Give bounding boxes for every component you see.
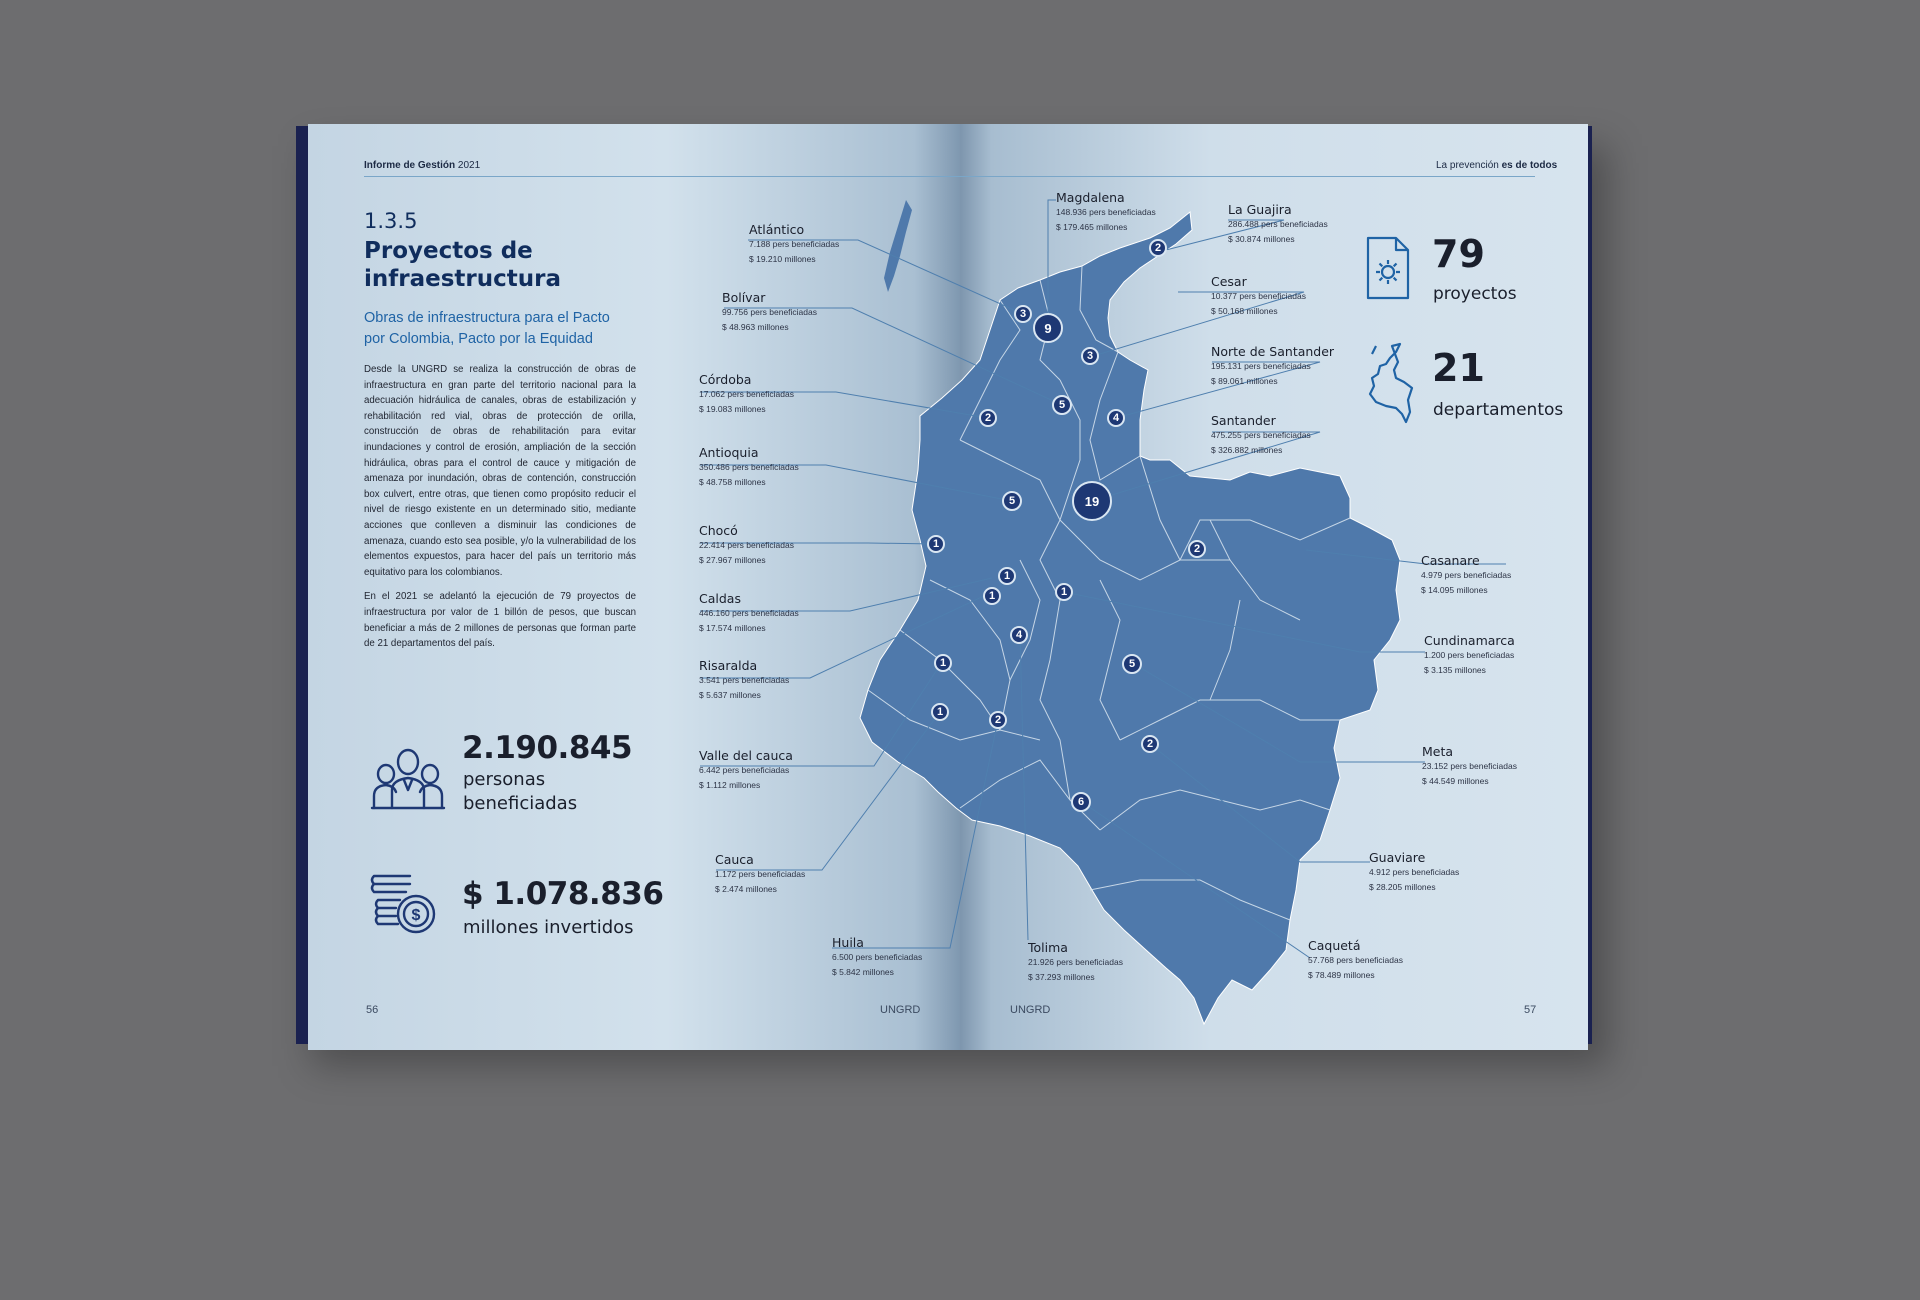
project-marker[interactable]: 5 <box>1052 395 1072 415</box>
project-marker[interactable]: 3 <box>1081 347 1099 365</box>
department-name: Caldas <box>699 591 741 606</box>
department-money: $ 27.967 millones <box>699 555 766 565</box>
department-name: Caquetá <box>1308 938 1361 953</box>
department-label-guaviare <box>1369 850 1459 895</box>
project-marker[interactable]: 2 <box>979 409 997 427</box>
project-marker[interactable]: 2 <box>1149 239 1167 257</box>
department-money: $ 19.083 millones <box>699 404 766 414</box>
department-name: La Guajira <box>1228 202 1292 217</box>
department-name: Bolívar <box>722 290 766 305</box>
department-people: 6.442 pers beneficiadas <box>699 765 790 775</box>
department-money: $ 2.474 millones <box>715 884 777 894</box>
department-name: Meta <box>1422 744 1454 759</box>
department-name: Risaralda <box>699 658 758 673</box>
department-people: 446.160 pers beneficiadas <box>699 608 799 618</box>
department-money: $ 28.205 millones <box>1369 882 1436 892</box>
report-title: Informe de Gestión <box>364 160 456 171</box>
slogan-plain: La prevención <box>1436 160 1499 171</box>
department-money: $ 37.293 millones <box>1028 972 1095 982</box>
department-label-la-guajira <box>1228 202 1328 247</box>
department-people: 4.979 pers beneficiadas <box>1421 570 1512 580</box>
people-label-1: personas <box>463 769 546 790</box>
department-name: Casanare <box>1421 553 1480 568</box>
section-number: 1.3.5 <box>364 209 418 233</box>
project-marker[interactable]: 6 <box>1071 792 1091 812</box>
project-marker[interactable]: 5 <box>1002 491 1022 511</box>
department-label-magdalena <box>1056 190 1156 235</box>
section-title: Proyectos de infraestructura <box>364 238 561 292</box>
projects-count: 79 <box>1432 232 1485 276</box>
project-marker[interactable]: 1 <box>927 535 945 553</box>
department-people: 99.756 pers beneficiadas <box>722 307 817 317</box>
department-money: $ 5.842 millones <box>832 967 894 977</box>
department-money: $ 326.882 millones <box>1211 445 1283 455</box>
department-people: 195.131 pers beneficiadas <box>1211 361 1311 371</box>
colombia-shape <box>860 212 1400 1024</box>
department-label-norte-de-santander <box>1211 344 1334 389</box>
department-label-cesar <box>1211 274 1306 319</box>
department-money: $ 50.168 millones <box>1211 306 1278 316</box>
project-marker[interactable]: 3 <box>1014 305 1032 323</box>
money-label: millones invertidos <box>463 917 634 938</box>
departments-count: 21 <box>1432 346 1485 390</box>
department-label-risaralda <box>699 658 789 703</box>
department-label-cauca <box>715 852 805 897</box>
department-name: Atlántico <box>749 222 805 237</box>
san-andres-island <box>884 200 912 292</box>
department-label-cordoba <box>699 372 794 417</box>
department-name: Guaviare <box>1369 850 1426 865</box>
page-number: 56 <box>366 1004 379 1016</box>
section-subtitle: Obras de infraestructura para el Pacto por Colombia, Pacto por la Equidad <box>364 310 610 347</box>
paragraph: En el 2021 se adelantó la ejecución de 79 proyectos de infraestructura por valor de 1 billón de pesos, que buscan beneficiar a más de 2 millones de personas que forman parte de 21 departamentos del país. <box>364 591 636 650</box>
department-money: $ 179.465 millones <box>1056 222 1128 232</box>
department-people: 3.541 pers beneficiadas <box>699 675 790 685</box>
department-label-bolivar <box>722 290 817 335</box>
project-marker[interactable]: 5 <box>1122 654 1142 674</box>
footer-org: UNGRD <box>1010 1004 1051 1016</box>
department-people: 6.500 pers beneficiadas <box>832 952 923 962</box>
department-name: Norte de Santander <box>1211 344 1335 359</box>
report-year: 2021 <box>457 160 481 171</box>
department-name: Huila <box>832 935 864 950</box>
projects-label: proyectos <box>1433 284 1517 304</box>
svg-text:$: $ <box>411 907 421 924</box>
slogan-bold: es de todos <box>1501 160 1558 171</box>
department-name: Antioquia <box>699 445 759 460</box>
department-money: $ 1.112 millones <box>699 780 761 790</box>
department-money: $ 14.095 millones <box>1421 585 1488 595</box>
department-name: Cesar <box>1211 274 1247 289</box>
department-money: $ 19.210 millones <box>749 254 816 264</box>
people-label-2: beneficiadas <box>463 793 578 814</box>
departments-label: departamentos <box>1433 400 1564 420</box>
money-amount: $ 1.078.836 <box>462 876 664 912</box>
project-marker[interactable]: 19 <box>1072 481 1112 521</box>
footer-org: UNGRD <box>880 1004 921 1016</box>
department-name: Santander <box>1211 413 1276 428</box>
department-label-huila <box>832 935 922 980</box>
department-people: 1.200 pers beneficiadas <box>1424 650 1515 660</box>
department-people: 475.255 pers beneficiadas <box>1211 430 1311 440</box>
department-money: $ 44.549 millones <box>1422 776 1489 786</box>
department-money: $ 89.061 millones <box>1211 376 1278 386</box>
department-people: 350.486 pers beneficiadas <box>699 462 799 472</box>
project-marker[interactable]: 1 <box>1055 583 1073 601</box>
department-people: 23.152 pers beneficiadas <box>1422 761 1517 771</box>
department-name: Tolima <box>1028 940 1068 955</box>
department-money: $ 30.874 millones <box>1228 234 1295 244</box>
project-marker[interactable]: 2 <box>1141 735 1159 753</box>
department-label-valle <box>699 748 793 793</box>
project-marker[interactable]: 9 <box>1033 313 1063 343</box>
project-marker[interactable]: 1 <box>934 654 952 672</box>
department-people: 17.062 pers beneficiadas <box>699 389 794 399</box>
department-people: 10.377 pers beneficiadas <box>1211 291 1306 301</box>
department-label-choco <box>699 523 794 568</box>
department-label-atlantico <box>749 222 839 267</box>
department-people: 22.414 pers beneficiadas <box>699 540 794 550</box>
department-name: Magdalena <box>1056 190 1125 205</box>
department-money: $ 48.963 millones <box>722 322 789 332</box>
department-name: Cundinamarca <box>1424 633 1515 648</box>
department-people: 4.912 pers beneficiadas <box>1369 867 1460 877</box>
department-money: $ 78.489 millones <box>1308 970 1375 980</box>
department-money: $ 3.135 millones <box>1424 665 1486 675</box>
project-marker[interactable]: 1 <box>998 567 1016 585</box>
page-number: 57 <box>1524 1004 1537 1016</box>
project-marker[interactable]: 2 <box>989 711 1007 729</box>
department-people: 57.768 pers beneficiadas <box>1308 955 1403 965</box>
department-name: Cauca <box>715 852 754 867</box>
department-people: 21.926 pers beneficiadas <box>1028 957 1123 967</box>
department-people: 148.936 pers beneficiadas <box>1056 207 1156 217</box>
department-people: 1.172 pers beneficiadas <box>715 869 806 879</box>
department-label-cundinamarca <box>1424 633 1515 678</box>
project-marker[interactable]: 4 <box>1010 626 1028 644</box>
project-marker[interactable]: 1 <box>931 703 949 721</box>
project-marker[interactable]: 4 <box>1107 409 1125 427</box>
department-label-caqueta <box>1308 938 1403 983</box>
project-marker[interactable]: 1 <box>983 587 1001 605</box>
department-money: $ 48.758 millones <box>699 477 766 487</box>
department-people: 286.488 pers beneficiadas <box>1228 219 1328 229</box>
department-people: 7.188 pers beneficiadas <box>749 239 840 249</box>
department-money: $ 17.574 millones <box>699 623 766 633</box>
department-money: $ 5.637 millones <box>699 690 761 700</box>
department-name: Valle del cauca <box>699 748 793 763</box>
department-label-antioquia <box>699 445 799 490</box>
project-marker[interactable]: 2 <box>1188 540 1206 558</box>
department-label-caldas <box>699 591 799 636</box>
department-label-santander <box>1211 413 1311 458</box>
department-label-meta <box>1422 744 1517 789</box>
department-name: Chocó <box>699 523 738 538</box>
department-label-tolima <box>1028 940 1123 985</box>
department-name: Córdoba <box>699 372 752 387</box>
paragraph: Desde la UNGRD se realiza la construcción de obras de infraestructura en gran parte del territorio nacional para la adecuación hidráulica de canales, obras de estabilización y rehabilitación red vial, obras de protección de orilla, construcción de obras de rehabilitación para evitar inundaciones y control de erosión, ampliación de la sección hidráulica, obras para el control de cauce y mitigación de amenaza por inundación, obras de contención, construcción box culvert, entre otras, que tienen como propósito reducir el nivel de riesgo existente en un determinado sitio, mediante acciones que conlleven a disminuir las condiciones de amenaza, cuando esto sea posible, y/o la vulnerabilidad de los elementos expuestos, para hacer del país un territorio más equitativo para los colombianos. <box>364 364 636 578</box>
people-count: 2.190.845 <box>462 730 633 766</box>
department-label-casanare <box>1421 553 1511 598</box>
